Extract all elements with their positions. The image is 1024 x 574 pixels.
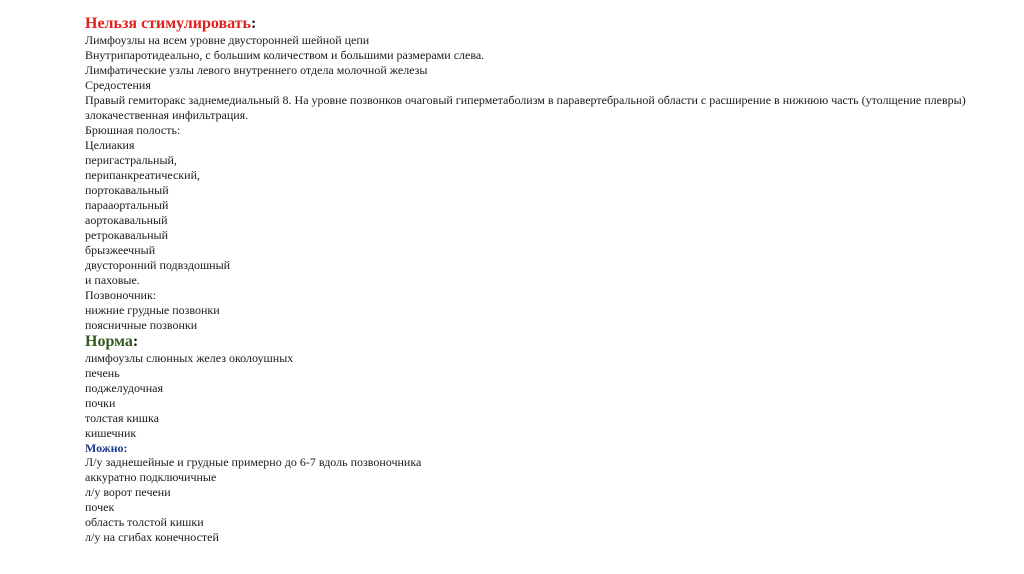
- text-line: Внутрипаротидеально, с большим количеством и большими размерами слева.: [85, 48, 485, 62]
- text-line: лимфоузлы слюнных желез околоушных: [85, 351, 294, 365]
- text-line: поясничные позвонки: [85, 318, 198, 332]
- text-line: Брюшная полость:: [85, 123, 181, 137]
- text-line: Средостения: [85, 78, 151, 92]
- text-line: нижние грудные позвонки: [85, 303, 220, 317]
- text-line: толстая кишка: [85, 411, 159, 425]
- allowed-heading: Можно:: [85, 441, 128, 455]
- text-line: Позвоночник:: [85, 288, 157, 302]
- text-line: Правый гемиторакс заднемедиальный 8. На уровне позвонков очаговый гиперметаболизм в паравертебральной области с расширение в нижнюю часть (утолщение плевры) злокачественная инфильтрация.: [85, 93, 969, 122]
- text-line: двусторонний подвздошный: [85, 258, 231, 272]
- text-line: Л/у заднешейные и грудные примерно до 6-7 вдоль позвоночника: [85, 455, 422, 469]
- text-line: почки: [85, 396, 116, 410]
- text-line: кишечник: [85, 426, 137, 440]
- text-line: аортокавальный: [85, 213, 168, 227]
- text-line: перигастральный,: [85, 153, 177, 167]
- text-line: Лимфатические узлы левого внутреннего отдела молочной железы: [85, 63, 428, 77]
- text-line: Лимфоузлы на всем уровне двусторонней шейной цепи: [85, 33, 370, 47]
- text-line: парааортальный: [85, 198, 169, 212]
- text-line: и паховые.: [85, 273, 140, 287]
- norm-title: Норма: [85, 333, 133, 350]
- text-line: перипанкреатический,: [85, 168, 200, 182]
- text-line: портокавальный: [85, 183, 169, 197]
- cannot-stimulate-title: Нельзя стимулировать: [85, 15, 251, 32]
- text-line: поджелудочная: [85, 381, 163, 395]
- text-line: печень: [85, 366, 120, 380]
- text-line: л/у ворот печени: [85, 485, 171, 499]
- text-line: аккуратно подключичные: [85, 470, 217, 484]
- text-line: брызжеечный: [85, 243, 156, 257]
- text-line: почек: [85, 500, 115, 514]
- text-line: ретрокавальный: [85, 228, 168, 242]
- slide-content: [85, 14, 1005, 545]
- text-line: область толстой кишки: [85, 515, 204, 529]
- text-line: л/у на сгибах конечностей: [85, 530, 219, 544]
- norm-heading: [85, 333, 1005, 351]
- text-line: Целиакия: [85, 138, 135, 152]
- cannot-stimulate-colon: :: [251, 15, 257, 32]
- norm-colon: :: [132, 333, 139, 350]
- cannot-stimulate-heading: [85, 14, 1005, 33]
